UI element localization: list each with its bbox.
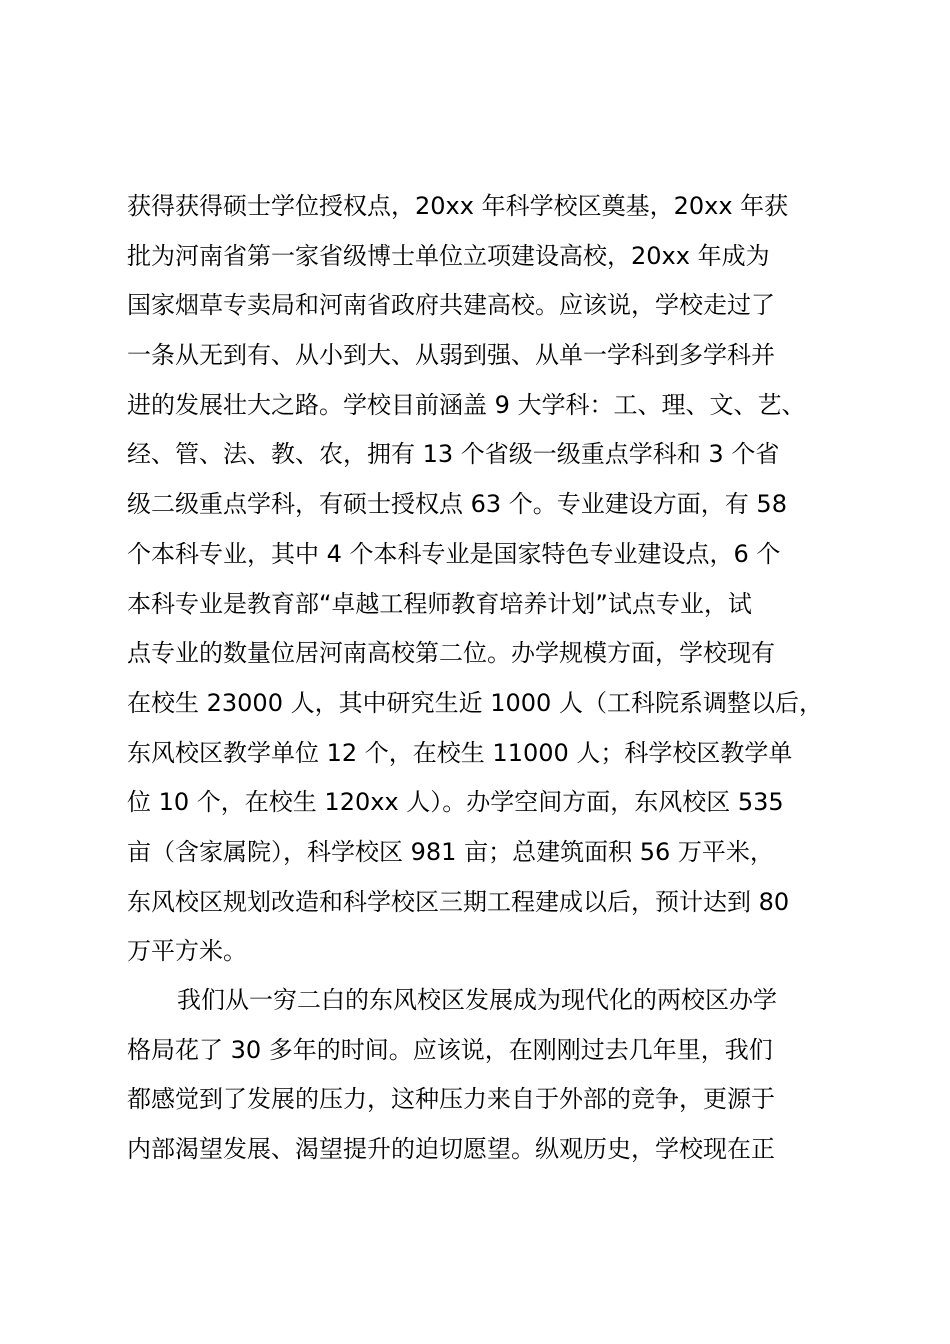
- text-line: 万平方米。: [127, 937, 247, 966]
- text-line: 经、管、法、教、农，拥有 13 个省级一级重点学科和 3 个省: [127, 440, 780, 469]
- text-line: 亩（含家属院），科学校区 981 亩；总建筑面积 56 万平米，: [127, 837, 774, 866]
- text-line: 内部渴望发展、渴望提升的迫切愿望。纵观历史，学校现在正: [127, 1135, 775, 1164]
- text-line: 个本科专业，其中 4 个本科专业是国家特色专业建设点，6 个: [127, 539, 781, 568]
- text-line: 位 10 个，在校生 120xx 人）。办学空间方面，东风校区 535: [127, 788, 784, 817]
- text-line: 格局花了 30 多年的时间。应该说，在刚刚过去几年里，我们: [127, 1035, 773, 1064]
- text-line: 级二级重点学科，有硕士授权点 63 个。专业建设方面，有 58: [127, 490, 787, 519]
- paragraph: [127, 976, 867, 1175]
- text-line: 获得获得硕士学位授权点，20xx 年科学校区奠基，20xx 年获: [127, 192, 789, 220]
- text-line: 一条从无到有、从小到大、从弱到强、从单一学科到多学科并: [127, 341, 775, 370]
- text-line: 国家烟草专卖局和河南省政府共建高校。应该说，学校走过了: [127, 291, 775, 320]
- text-line: 本科专业是教育部“卓越工程师教育培养计划”试点专业，试: [127, 589, 752, 618]
- text-line: 我们从一穷二白的东风校区发展成为现代化的两校区办学: [177, 986, 777, 1014]
- text-line: 批为河南省第一家省级博士单位立项建设高校，20xx 年成为: [127, 241, 770, 270]
- text-line: 点专业的数量位居河南高校第二位。办学规模方面，学校现有: [127, 639, 775, 668]
- text-line: 进的发展壮大之路。学校目前涵盖 9 大学科：工、理、文、艺、: [127, 390, 806, 419]
- text-line: 东风校区教学单位 12 个，在校生 11000 人；科学校区教学单: [127, 738, 793, 767]
- text-line: 在校生 23000 人，其中研究生近 1000 人（工科院系调整以后，: [127, 688, 823, 717]
- text-line: 东风校区规划改造和科学校区三期工程建成以后，预计达到 80: [127, 887, 790, 916]
- paragraph: [127, 182, 867, 977]
- text-line: 都感觉到了发展的压力，这种压力来自于外部的竞争，更源于: [127, 1085, 775, 1114]
